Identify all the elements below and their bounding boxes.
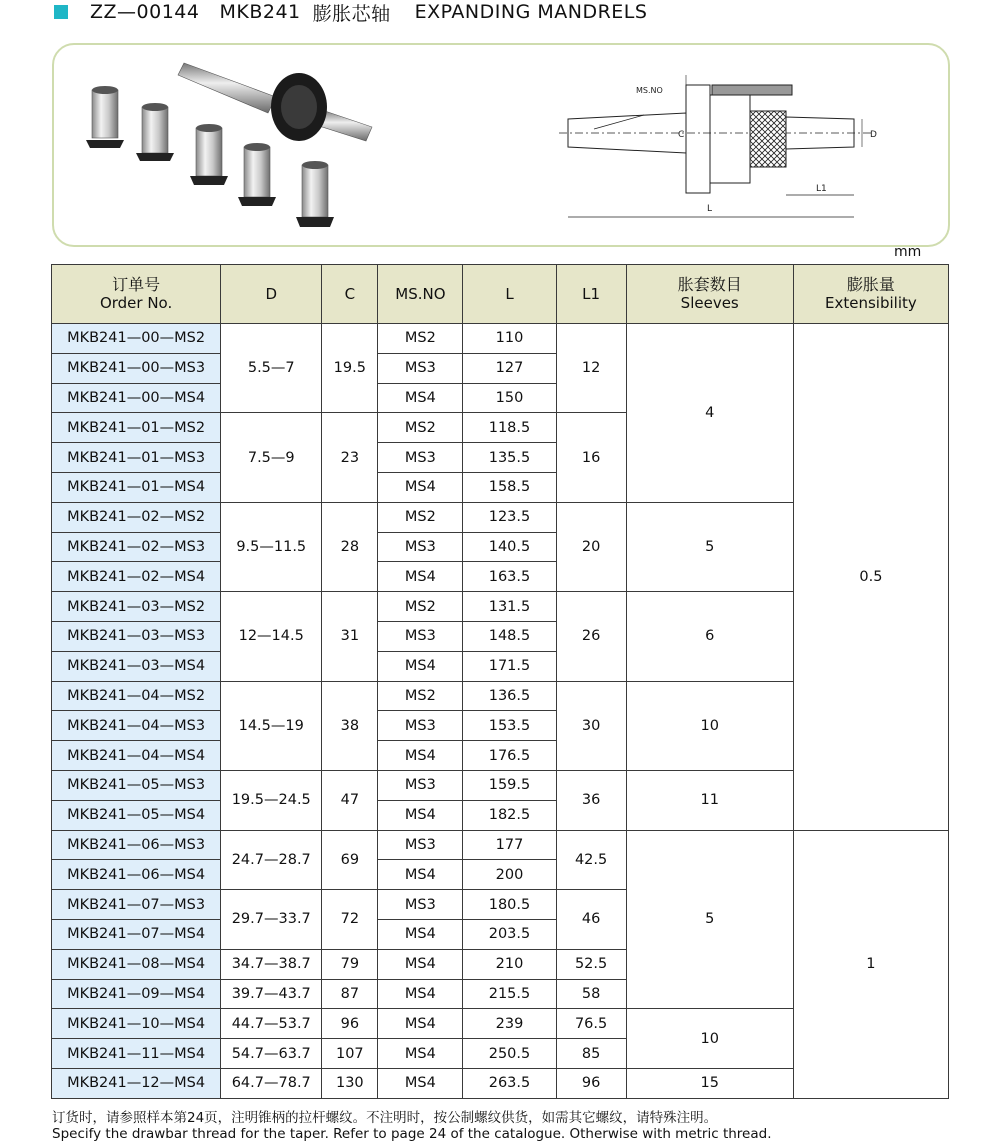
technical-drawing	[559, 75, 874, 217]
sleeves-cell: 5	[626, 830, 793, 1009]
l-cell: 215.5	[463, 979, 556, 1009]
l1-cell: 76.5	[556, 1009, 626, 1039]
order-cell: MKB241—12—MS4	[52, 1068, 221, 1098]
sleeves-cell: 6	[626, 592, 793, 681]
sleeve-photo-2	[136, 103, 174, 161]
order-cell: MKB241—06—MS3	[52, 830, 221, 860]
d-cell: 64.7—78.7	[221, 1068, 322, 1098]
l-cell: 203.5	[463, 919, 556, 949]
ms-cell: MS3	[378, 890, 463, 920]
order-cell: MKB241—00—MS4	[52, 383, 221, 413]
d-cell: 12—14.5	[221, 592, 322, 681]
sleeve-photo-3	[190, 124, 228, 185]
drawing-l1-label: L1	[816, 184, 827, 194]
order-cell: MKB241—02—MS3	[52, 532, 221, 562]
c-cell: 19.5	[322, 324, 378, 413]
order-cell: MKB241—07—MS3	[52, 890, 221, 920]
ms-cell: MS3	[378, 830, 463, 860]
c-cell: 69	[322, 830, 378, 890]
l-cell: 135.5	[463, 443, 556, 473]
order-cell: MKB241—06—MS4	[52, 860, 221, 890]
d-cell: 34.7—38.7	[221, 949, 322, 979]
title-marker-icon	[54, 5, 68, 19]
l1-cell: 16	[556, 413, 626, 502]
ms-cell: MS4	[378, 800, 463, 830]
title-code: ZZ—00144	[90, 1, 200, 23]
header-extensibility: 膨胀量 Extensibility	[793, 265, 948, 324]
l-cell: 250.5	[463, 1039, 556, 1069]
title-name-cn: 膨胀芯轴	[312, 2, 391, 25]
title-name-en: EXPANDING MANDRELS	[414, 1, 648, 23]
l-cell: 158.5	[463, 472, 556, 502]
header-sleeves: 胀套数目 Sleeves	[626, 265, 793, 324]
product-illustration-panel	[52, 43, 950, 247]
ms-cell: MS2	[378, 413, 463, 443]
c-cell: 87	[322, 979, 378, 1009]
l1-cell: 30	[556, 681, 626, 770]
l-cell: 163.5	[463, 562, 556, 592]
ms-cell: MS3	[378, 621, 463, 651]
order-cell: MKB241—04—MS2	[52, 681, 221, 711]
ms-cell: MS3	[378, 443, 463, 473]
l1-cell: 26	[556, 592, 626, 681]
l1-cell: 96	[556, 1068, 626, 1098]
order-cell: MKB241—02—MS2	[52, 502, 221, 532]
l-cell: 171.5	[463, 651, 556, 681]
ms-cell: MS2	[378, 592, 463, 622]
ms-cell: MS4	[378, 1068, 463, 1098]
unit-label: mm	[894, 244, 922, 260]
order-cell: MKB241—04—MS4	[52, 741, 221, 771]
order-cell: MKB241—03—MS3	[52, 621, 221, 651]
ms-cell: MS3	[378, 711, 463, 741]
drawing-c-label: C	[678, 130, 685, 140]
l1-cell: 20	[556, 502, 626, 591]
l-cell: 153.5	[463, 711, 556, 741]
l1-cell: 58	[556, 979, 626, 1009]
l-cell: 148.5	[463, 621, 556, 651]
table-row	[52, 324, 949, 354]
ms-cell: MS4	[378, 741, 463, 771]
sleeves-cell: 4	[626, 324, 793, 503]
ms-cell: MS4	[378, 383, 463, 413]
ms-cell: MS2	[378, 502, 463, 532]
l-cell: 210	[463, 949, 556, 979]
c-cell: 130	[322, 1068, 378, 1098]
ms-cell: MS4	[378, 472, 463, 502]
ms-cell: MS3	[378, 770, 463, 800]
l-cell: 140.5	[463, 532, 556, 562]
title-model: MKB241	[219, 1, 301, 23]
d-cell: 9.5—11.5	[221, 502, 322, 591]
l-cell: 263.5	[463, 1068, 556, 1098]
header-order: 订单号 Order No.	[52, 265, 221, 324]
page-title	[54, 0, 647, 24]
l-cell: 176.5	[463, 741, 556, 771]
ms-cell: MS4	[378, 919, 463, 949]
c-cell: 107	[322, 1039, 378, 1069]
order-cell: MKB241—01—MS4	[52, 472, 221, 502]
sleeves-cell: 10	[626, 1009, 793, 1069]
sleeves-cell: 15	[626, 1068, 793, 1098]
l-cell: 159.5	[463, 770, 556, 800]
sleeves-cell: 10	[626, 681, 793, 770]
c-cell: 96	[322, 1009, 378, 1039]
ms-cell: MS4	[378, 1039, 463, 1069]
sleeves-cell: 5	[626, 502, 793, 591]
header-l: L	[463, 265, 556, 324]
sleeve-photo-5	[296, 161, 334, 227]
order-cell: MKB241—00—MS2	[52, 324, 221, 354]
order-cell: MKB241—09—MS4	[52, 979, 221, 1009]
d-cell: 29.7—33.7	[221, 890, 322, 950]
footnote-cn: 订货时，请参照样本第24页，注明锥柄的拉杆螺纹。不注明时，按公制螺纹供货，如需其它螺纹，请特殊注明。	[52, 1110, 718, 1126]
c-cell: 72	[322, 890, 378, 950]
l1-cell: 85	[556, 1039, 626, 1069]
sleeves-cell: 11	[626, 770, 793, 830]
l1-cell: 52.5	[556, 949, 626, 979]
c-cell: 23	[322, 413, 378, 502]
drawing-ms-label: MS.NO	[636, 86, 663, 95]
order-cell: MKB241—05—MS4	[52, 800, 221, 830]
table-row	[52, 830, 949, 860]
ms-cell: MS4	[378, 1009, 463, 1039]
ms-cell: MS4	[378, 860, 463, 890]
c-cell: 28	[322, 502, 378, 591]
l-cell: 127	[463, 353, 556, 383]
d-cell: 54.7—63.7	[221, 1039, 322, 1069]
l-cell: 110	[463, 324, 556, 354]
ms-cell: MS3	[378, 532, 463, 562]
c-cell: 47	[322, 770, 378, 830]
l1-cell: 42.5	[556, 830, 626, 890]
l-cell: 136.5	[463, 681, 556, 711]
product-illustration	[54, 45, 948, 245]
drawing-l-label: L	[707, 204, 713, 214]
order-cell: MKB241—02—MS4	[52, 562, 221, 592]
l-cell: 200	[463, 860, 556, 890]
order-cell: MKB241—05—MS3	[52, 770, 221, 800]
header-ms: MS.NO	[378, 265, 463, 324]
ms-cell: MS4	[378, 651, 463, 681]
order-cell: MKB241—10—MS4	[52, 1009, 221, 1039]
sleeve-photo-1	[86, 86, 124, 148]
d-cell: 5.5—7	[221, 324, 322, 413]
ms-cell: MS4	[378, 949, 463, 979]
order-cell: MKB241—11—MS4	[52, 1039, 221, 1069]
d-cell: 19.5—24.5	[221, 770, 322, 830]
l-cell: 150	[463, 383, 556, 413]
d-cell: 7.5—9	[221, 413, 322, 502]
spec-table	[51, 264, 949, 1099]
order-cell: MKB241—03—MS4	[52, 651, 221, 681]
order-cell: MKB241—00—MS3	[52, 353, 221, 383]
ms-cell: MS2	[378, 324, 463, 354]
l-cell: 177	[463, 830, 556, 860]
order-cell: MKB241—01—MS3	[52, 443, 221, 473]
drawing-d-label: D	[870, 130, 877, 140]
sleeve-photo-4	[238, 143, 276, 206]
order-cell: MKB241—03—MS2	[52, 592, 221, 622]
l1-cell: 12	[556, 324, 626, 413]
l-cell: 118.5	[463, 413, 556, 443]
footnote-en: Specify the drawbar thread for the taper. Refer to page 24 of the catalogue. Otherwise with metric thread.	[52, 1126, 772, 1142]
table-header-row	[52, 265, 949, 324]
extensibility-cell: 1	[793, 830, 948, 1098]
l-cell: 182.5	[463, 800, 556, 830]
c-cell: 79	[322, 949, 378, 979]
ms-cell: MS4	[378, 979, 463, 1009]
ms-cell: MS4	[378, 562, 463, 592]
l-cell: 123.5	[463, 502, 556, 532]
l1-cell: 36	[556, 770, 626, 830]
d-cell: 14.5—19	[221, 681, 322, 770]
l-cell: 180.5	[463, 890, 556, 920]
order-cell: MKB241—04—MS3	[52, 711, 221, 741]
l1-cell: 46	[556, 890, 626, 950]
d-cell: 44.7—53.7	[221, 1009, 322, 1039]
c-cell: 38	[322, 681, 378, 770]
l-cell: 131.5	[463, 592, 556, 622]
order-cell: MKB241—08—MS4	[52, 949, 221, 979]
ms-cell: MS2	[378, 681, 463, 711]
header-c: C	[322, 265, 378, 324]
extensibility-cell: 0.5	[793, 324, 948, 831]
order-cell: MKB241—07—MS4	[52, 919, 221, 949]
d-cell: 24.7—28.7	[221, 830, 322, 890]
header-d: D	[221, 265, 322, 324]
header-l1: L1	[556, 265, 626, 324]
ms-cell: MS3	[378, 353, 463, 383]
l-cell: 239	[463, 1009, 556, 1039]
c-cell: 31	[322, 592, 378, 681]
d-cell: 39.7—43.7	[221, 979, 322, 1009]
order-cell: MKB241—01—MS2	[52, 413, 221, 443]
